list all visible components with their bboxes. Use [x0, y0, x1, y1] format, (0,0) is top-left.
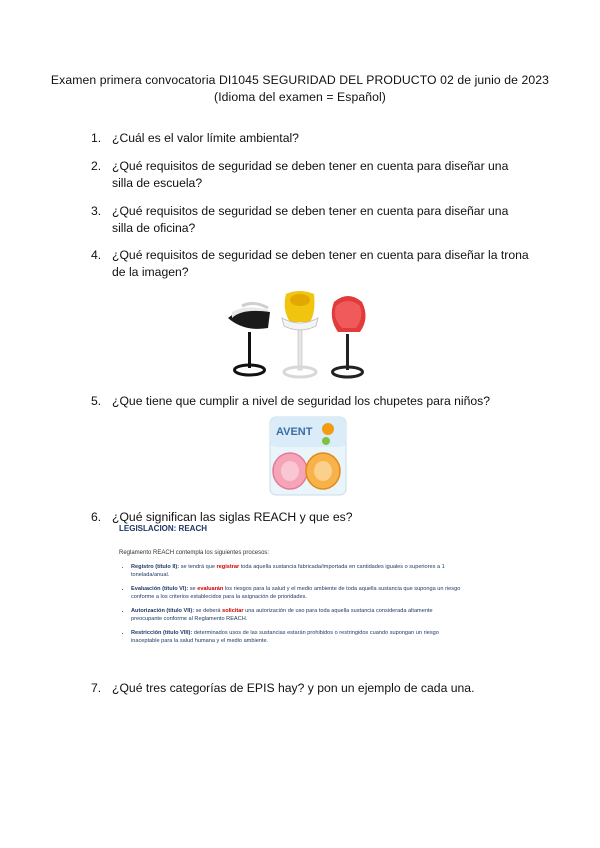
- question-text: ¿Qué significan las siglas REACH y que es?: [112, 510, 353, 524]
- question-number: 3.: [91, 204, 102, 218]
- pacifier-brand-label: AVENT: [276, 426, 313, 438]
- reach-item: • Autorización (título VII): se deberá solicitar una autorización de uso para toda aquella sustancia considerada altamente preocupante conforme al Reglamento REACH.: [131, 608, 461, 623]
- question-4: [91, 247, 531, 281]
- reach-item: • Registro (título II): se tendrá que registrar toda aquella sustancia fabricada/importada en cantidades iguales o superiores a 1 tonelada/anual.: [131, 564, 461, 579]
- question-text: ¿Qué tres categorías de EPIS hay? y pon un ejemplo de cada una.: [112, 681, 475, 695]
- question-text: ¿Qué requisitos de seguridad se deben tener en cuenta para diseñar la trona de la imagen?: [112, 248, 529, 279]
- reach-item: • Evaluación (título VI): se evaluarán los riesgos para la salud y el medio ambiente de toda aquella sustancia que suponga un riesgo conforme a los criterios establecidos para la asignación de prioridades.: [131, 586, 461, 601]
- high-chair-yellow: [282, 291, 318, 377]
- question-number: 2.: [91, 159, 102, 173]
- reach-list: [119, 564, 461, 652]
- high-chair-black: [228, 303, 270, 375]
- question-text: ¿Que tiene que cumplir a nivel de seguridad los chupetes para niños?: [112, 394, 491, 408]
- question-3: [91, 203, 531, 237]
- title-line-2: (Idioma del examen = Español): [214, 90, 386, 104]
- question-2: [91, 158, 531, 192]
- question-number: 5.: [91, 394, 102, 408]
- reach-item: • Restricción (título VIII): determinados usos de las sustancias estarán prohibidos o restringidos cuando supongan un riesgo inaceptable para la salud humana y el medio ambiente.: [131, 630, 461, 645]
- question-number: 7.: [91, 681, 102, 695]
- title-line-1: Examen primera convocatoria DI1045 SEGURIDAD DEL PRODUCTO 02 de junio de 2023: [50, 73, 550, 87]
- question-1: [91, 130, 531, 147]
- reach-heading: LEGISLACION: REACH: [119, 524, 207, 533]
- question-number: 4.: [91, 248, 102, 262]
- high-chair-red: [332, 296, 366, 377]
- pacifier-package-image: [268, 415, 348, 497]
- question-number: 1.: [91, 131, 102, 145]
- question-5: [91, 393, 531, 410]
- question-text: ¿Qué requisitos de seguridad se deben tener en cuenta para diseñar una silla de escuela?: [112, 159, 509, 190]
- question-7: [91, 680, 531, 697]
- question-text: ¿Cuál es el valor límite ambiental?: [112, 131, 299, 145]
- question-text: ¿Qué requisitos de seguridad se deben tener en cuenta para diseñar una silla de oficina?: [112, 204, 509, 235]
- question-number: 6.: [91, 510, 102, 524]
- high-chairs-image: [224, 288, 376, 386]
- reach-slide-image: [105, 520, 461, 670]
- reach-intro: Reglamento REACH contempla los siguientes procesos:: [119, 550, 270, 556]
- page-title: [0, 72, 600, 106]
